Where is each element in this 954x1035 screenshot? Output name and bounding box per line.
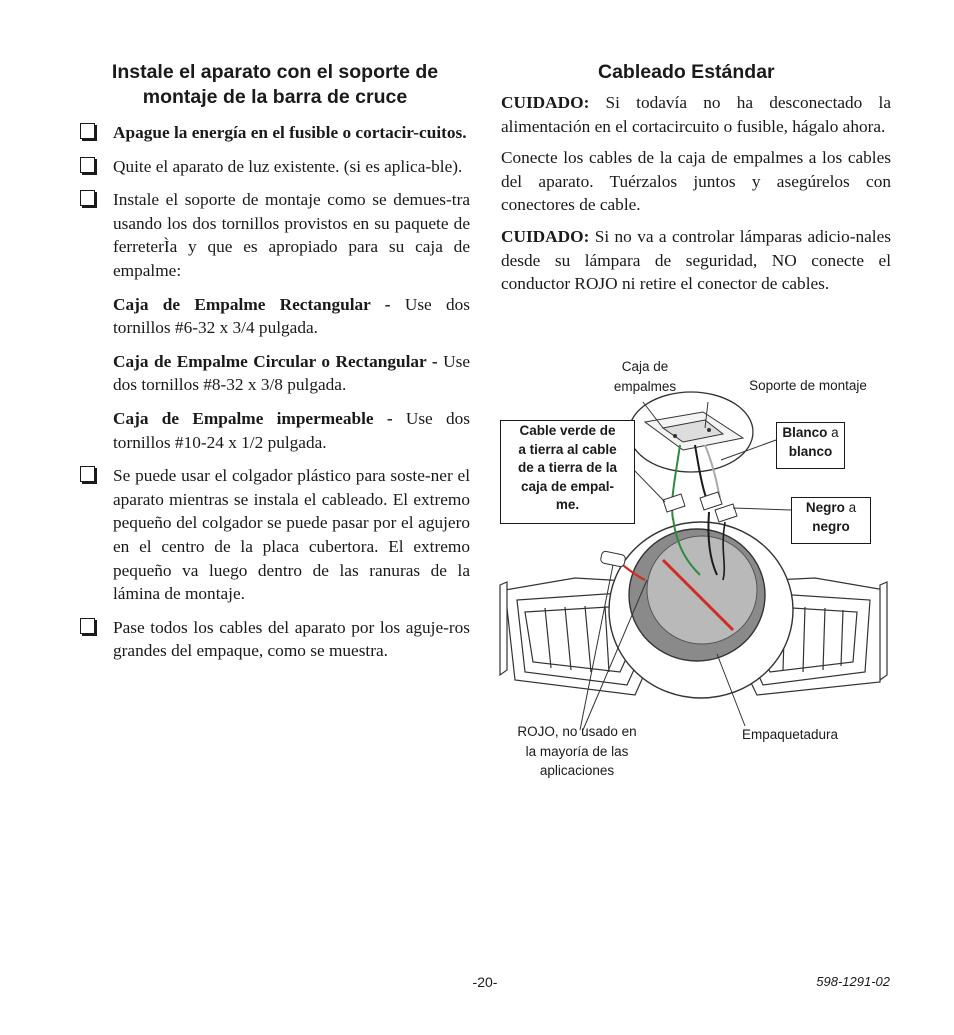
caution-label: CUIDADO:: [501, 93, 590, 112]
junction-box-label: [595, 357, 695, 396]
checklist-item: [80, 188, 470, 282]
sub-label: Caja de Empalme impermeable -: [113, 408, 393, 428]
label-line: negro: [812, 518, 850, 534]
caution-paragraph-1: [501, 91, 891, 138]
title-line-2: montaje de la barra de cruce: [142, 86, 408, 108]
label-line: a: [827, 425, 839, 440]
label-line: Cable verde de: [519, 423, 616, 438]
label-line: Negro: [805, 500, 845, 515]
page-number: -20-: [472, 974, 498, 990]
label-line: empalmes: [613, 378, 677, 394]
checkbox-icon[interactable]: [80, 190, 95, 206]
mounting-bracket-label: Soporte de montaje: [749, 378, 867, 393]
left-column: [80, 60, 470, 673]
label-line: aplicaciones: [539, 763, 615, 778]
checkbox-icon[interactable]: [80, 618, 95, 634]
title-line-1: Instale el aparato con el soporte de: [111, 61, 439, 83]
item-text: Pase todos los cables del aparato por los aguje-ros grandes del empaque, como se muestra.: [113, 617, 470, 661]
checklist-item: [80, 616, 470, 663]
box-type-rectangular: [80, 293, 470, 340]
checklist-item: [80, 155, 470, 179]
label-line: a tierra al cable: [518, 441, 617, 457]
label-line: caja de empal-: [520, 478, 615, 494]
item-text: Quite el aparato de luz existente. (si es aplica-ble).: [113, 156, 463, 176]
item-text: Se puede usar el colgador plástico para soste-ner el aparato mientras se instala el cableado. El extremo pequeño del colgador se puede pasar por el agujero en el centro de la placa cubertora. El extremo pequeño va luego dentro de las ranuras de la lámina de montaje.: [113, 466, 470, 604]
checkbox-icon[interactable]: [80, 123, 95, 139]
section-title-install: [80, 60, 470, 110]
document-code: 598-1291-02: [816, 974, 890, 989]
connect-paragraph: Conecte los cables de la caja de empalmes a los cables del aparato. Tuérzalos juntos y asegúrelos con conectores de cable.: [501, 148, 891, 215]
label-line: ROJO, no usado en: [517, 724, 637, 739]
right-column: [501, 60, 891, 304]
caution-text: Si todavía no ha desconectado la alimentación en el cortacircuito o fusible, hágalo ahora.: [501, 93, 891, 136]
label-line: Caja de: [621, 359, 669, 374]
box-type-circular: [80, 350, 470, 397]
ground-wire-label: [500, 420, 635, 524]
checkbox-icon[interactable]: [80, 157, 95, 173]
sub-text: Use dos tornillos #8-32 x 3/8 pulgada.: [113, 351, 470, 395]
sub-label: Caja de Empalme Rectangular -: [113, 294, 391, 314]
sub-text: Use dos tornillos #6-32 x 3/4 pulgada.: [113, 294, 470, 338]
caution-paragraph-2: [501, 225, 891, 296]
label-line: a: [844, 500, 857, 515]
sub-text: Use dos tornillos #10-24 x 1/2 pulgada.: [113, 408, 471, 452]
gasket-label: Empaquetadura: [741, 727, 839, 742]
box-type-waterproof: [80, 407, 470, 454]
checklist-item: [80, 464, 470, 606]
red-wire-label: [497, 722, 657, 781]
caution-label: CUIDADO:: [501, 226, 590, 246]
caution-text: Si no va a controlar lámparas adicio-nales desde su lámpara de seguridad, NO conecte el conductor ROJO ni retire el conector de cables.: [501, 226, 891, 294]
section-title-wiring: Cableado Estándar: [598, 61, 775, 83]
label-line: Blanco: [782, 425, 828, 440]
label-line: me.: [555, 497, 580, 512]
label-line: la mayoría de las: [525, 743, 629, 759]
sub-label: Caja de Empalme Circular o Rectangular -: [113, 351, 438, 371]
wiring-diagram: [495, 350, 890, 790]
checklist-item: [80, 121, 470, 145]
item-text: Apague la energía en el fusible o cortacir-cuitos.: [113, 123, 467, 142]
checkbox-icon[interactable]: [80, 466, 95, 482]
item-text: Instale el soporte de montaje como se demues-tra usando los dos tornillos provistos en su paquete de ferreterÌa y que es apropiado para su caja de empalme:: [113, 190, 470, 280]
black-wire-label: [791, 497, 871, 544]
label-line: de a tierra de la: [517, 460, 618, 475]
white-wire-label: [776, 422, 845, 469]
label-line: blanco: [788, 443, 833, 459]
